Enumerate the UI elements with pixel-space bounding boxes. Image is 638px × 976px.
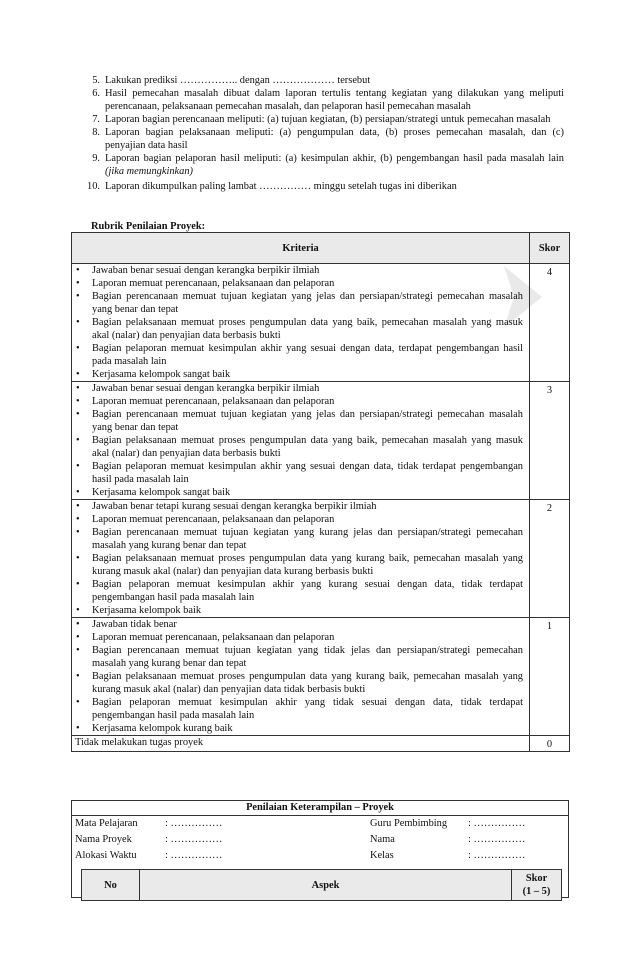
criteria-item (72, 395, 529, 408)
criteria-text: Bagian pelaporan memuat kesimpulan akhir yang sesuai dengan data, terdapat pengembangan hasil pada masalah lain (92, 343, 523, 367)
criteria-text: Laporan memuat perencanaan, pelaksanaan dan pelaporan (92, 632, 335, 643)
field-label: Guru Pembimbing (370, 818, 448, 829)
field-label: Kelas (370, 850, 394, 861)
criteria-list (72, 618, 529, 735)
step-item: 10. Laporan dikumpulkan paling lambat …………… minggu setelah tugas ini diberikan (87, 181, 457, 192)
criteria-item (72, 526, 529, 552)
skills-assessment-box (71, 800, 569, 898)
criteria-text: Jawaban tidak benar (92, 619, 177, 630)
bullet-icon: • (76, 605, 80, 616)
rubric-title: Rubrik Penilaian Proyek: (91, 221, 206, 232)
aspect-header-no: No (82, 870, 140, 901)
bullet-icon: • (76, 723, 80, 734)
criteria-item (72, 342, 529, 368)
step-item: 9. Laporan bagian pelaporan hasil meliputi: (a) kesimpulan akhir, (b) pengembangan hasil pada masalah lain (jika memungkinkan) (92, 153, 564, 177)
criteria-text: Laporan memuat perencanaan, pelaksanaan dan pelaporan (92, 278, 335, 289)
rubric-row (72, 500, 570, 618)
criteria-item (72, 513, 529, 526)
rubric-criteria-cell (72, 500, 530, 618)
criteria-item (72, 618, 529, 631)
rubric-criteria-cell (72, 618, 530, 736)
criteria-text: Laporan memuat perencanaan, pelaksanaan dan pelaporan (92, 514, 335, 525)
rubric-score-cell: 1 (530, 618, 570, 736)
bullet-icon: • (76, 579, 80, 590)
criteria-item (72, 631, 529, 644)
rubric-row (72, 618, 570, 736)
aspect-header-skor: Skor (1 – 5) (512, 870, 562, 901)
bullet-icon: • (76, 514, 80, 525)
criteria-list (72, 382, 529, 499)
criteria-item (72, 290, 529, 316)
criteria-text: Jawaban benar sesuai dengan kerangka berpikir ilmiah (92, 265, 320, 276)
criteria-text: Kerjasama kelompok kurang baik (92, 723, 233, 734)
rubric-score-cell: 0 (530, 736, 570, 752)
rubric-row (72, 264, 570, 382)
rubric-header-skor: Skor (530, 233, 570, 264)
criteria-text: Bagian perencanaan memuat tujuan kegiatan yang jelas dan persiapan/strategi pemecahan masalah yang benar dan tepat (92, 409, 523, 433)
step-item: 6. Hasil pemecahan masalah dibuat dalam laporan tertulis tentang kegiatan yang dilakukan yang meliputi perencanaan, pelaksanaan pemecahan masalah, dan pelaporan hasil pemecahan masalah (92, 88, 564, 112)
bullet-icon: • (76, 645, 80, 656)
step-note-italic: (jika memungkinkan) (105, 166, 194, 177)
field-value: : …………… (468, 834, 526, 845)
criteria-text: Kerjasama kelompok sangat baik (92, 369, 231, 380)
field-value: : …………… (468, 818, 526, 829)
criteria-item (72, 486, 529, 499)
bullet-icon: • (76, 619, 80, 630)
bullet-icon: • (76, 527, 80, 538)
criteria-text: Kerjasama kelompok sangat baik (92, 487, 231, 498)
rubric-header-kriteria: Kriteria (72, 233, 530, 264)
criteria-text: Jawaban benar tetapi kurang sesuai dengan kerangka berpikir ilmiah (92, 501, 377, 512)
bullet-icon: • (76, 697, 80, 708)
aspect-table (81, 869, 562, 901)
rubric-score-cell: 3 (530, 382, 570, 500)
criteria-list (72, 500, 529, 617)
rubric-table (71, 232, 570, 752)
bullet-icon: • (76, 278, 80, 289)
bullet-icon: • (76, 487, 80, 498)
criteria-item (72, 578, 529, 604)
criteria-text: Bagian pelaporan memuat kesimpulan akhir yang kurang sesuai dengan data, tidak terdapat pengembangan hasil pada masalah lain (92, 579, 523, 603)
field-value: : …………… (468, 850, 526, 861)
criteria-text: Bagian pelaksanaan memuat proses pengumpulan data yang kurang baik, pemecahan masalah yang kurang masuk akal (nalar) dan penyajian data tidak berbasis bukti (92, 671, 523, 695)
criteria-text: Bagian pelaporan memuat kesimpulan akhir yang tidak sesuai dengan data, tidak terdapat pengembangan hasil pada masalah lain (92, 697, 523, 721)
criteria-item (72, 670, 529, 696)
bullet-icon: • (76, 632, 80, 643)
criteria-text: Bagian pelaksanaan memuat proses pengumpulan data yang baik, pemecahan masalah yang masuk akal (nalar) dan penyajian data berbasis bukti (92, 317, 523, 341)
criteria-text: Bagian pelaksanaan memuat proses pengumpulan data yang kurang baik, pemecahan masalah yang kurang masuk akal (nalar) dan penyajian data kurang berbasis bukti (92, 553, 523, 577)
bullet-icon: • (76, 291, 80, 302)
step-item: 5. Lakukan prediksi …………….. dengan ……………… tersebut (92, 75, 371, 86)
bullet-icon: • (76, 553, 80, 564)
bullet-icon: • (76, 501, 80, 512)
rubric-row (72, 382, 570, 500)
criteria-text: Bagian perencanaan memuat tujuan kegiatan yang jelas dan persiapan/strategi pemecahan masalah yang benar dan tepat (92, 291, 523, 315)
criteria-list (72, 264, 529, 381)
aspect-header-row (82, 870, 562, 901)
criteria-item (72, 382, 529, 395)
criteria-item (72, 460, 529, 486)
field-label: Nama (370, 834, 395, 845)
bullet-icon: • (76, 369, 80, 380)
criteria-text: Bagian perencanaan memuat tujuan kegiatan yang kurang jelas dan persiapan/strategi pemecahan masalah yang kurang benar dan tepat (92, 527, 523, 551)
criteria-item (72, 604, 529, 617)
rubric-criteria-cell (72, 264, 530, 382)
criteria-item (72, 500, 529, 513)
rubric-criteria-cell (72, 382, 530, 500)
criteria-text: Kerjasama kelompok baik (92, 605, 202, 616)
field-value: : …………… (165, 834, 223, 845)
criteria-text: Bagian pelaporan memuat kesimpulan akhir yang sesuai dengan data, tidak terdapat pengembangan hasil pada masalah lain (92, 461, 523, 485)
bullet-icon: • (76, 343, 80, 354)
rubric-score-cell: 4 (530, 264, 570, 382)
aspect-header-aspek: Aspek (140, 870, 512, 901)
project-steps-list (78, 74, 564, 193)
criteria-item (72, 722, 529, 735)
criteria-item (72, 264, 529, 277)
field-value: : …………… (165, 818, 223, 829)
bullet-icon: • (76, 383, 80, 394)
skills-info-row (75, 849, 565, 865)
bullet-icon: • (76, 265, 80, 276)
skills-title: Penilaian Keterampilan – Proyek (72, 801, 568, 816)
skills-info-row (75, 833, 565, 849)
skills-info-grid (75, 817, 565, 865)
bullet-icon: • (76, 317, 80, 328)
bullet-icon: • (76, 396, 80, 407)
criteria-item (72, 696, 529, 722)
field-label: Mata Pelajaran (75, 818, 138, 829)
field-label: Alokasi Waktu (75, 850, 137, 861)
criteria-text: Jawaban benar sesuai dengan kerangka berpikir ilmiah (92, 383, 320, 394)
rubric-criteria-cell: Tidak melakukan tugas proyek (72, 736, 530, 752)
field-label: Nama Proyek (75, 834, 132, 845)
criteria-text: Bagian pelaksanaan memuat proses pengumpulan data yang baik, pemecahan masalah yang masuk akal (nalar) dan penyajian data berbasis bukti (92, 435, 523, 459)
skills-info-row (75, 817, 565, 833)
field-value: : …………… (165, 850, 223, 861)
criteria-item (72, 408, 529, 434)
bullet-icon: • (76, 461, 80, 472)
criteria-item (72, 277, 529, 290)
criteria-text: Laporan memuat perencanaan, pelaksanaan dan pelaporan (92, 396, 335, 407)
criteria-item (72, 644, 529, 670)
rubric-header-row (72, 233, 570, 264)
bullet-icon: • (76, 409, 80, 420)
criteria-text: Bagian perencanaan memuat tujuan kegiatan yang tidak jelas dan persiapan/strategi pemecahan masalah yang kurang benar dan tepat (92, 645, 523, 669)
criteria-item (72, 316, 529, 342)
bullet-icon: • (76, 671, 80, 682)
step-item: 7. Laporan bagian perencanaan meliputi: (a) tujuan kegiatan, (b) persiapan/strategi untuk pemecahan masalah (92, 114, 551, 125)
criteria-item (72, 434, 529, 460)
bullet-icon: • (76, 435, 80, 446)
rubric-row-no-task (72, 736, 570, 752)
step-item: 8. Laporan bagian pelaksanaan meliputi: (a) pengumpulan data, (b) proses pemecahan masalah, dan (c) penyajian data hasil (92, 127, 564, 151)
criteria-item (72, 368, 529, 381)
criteria-item (72, 552, 529, 578)
rubric-score-cell: 2 (530, 500, 570, 618)
